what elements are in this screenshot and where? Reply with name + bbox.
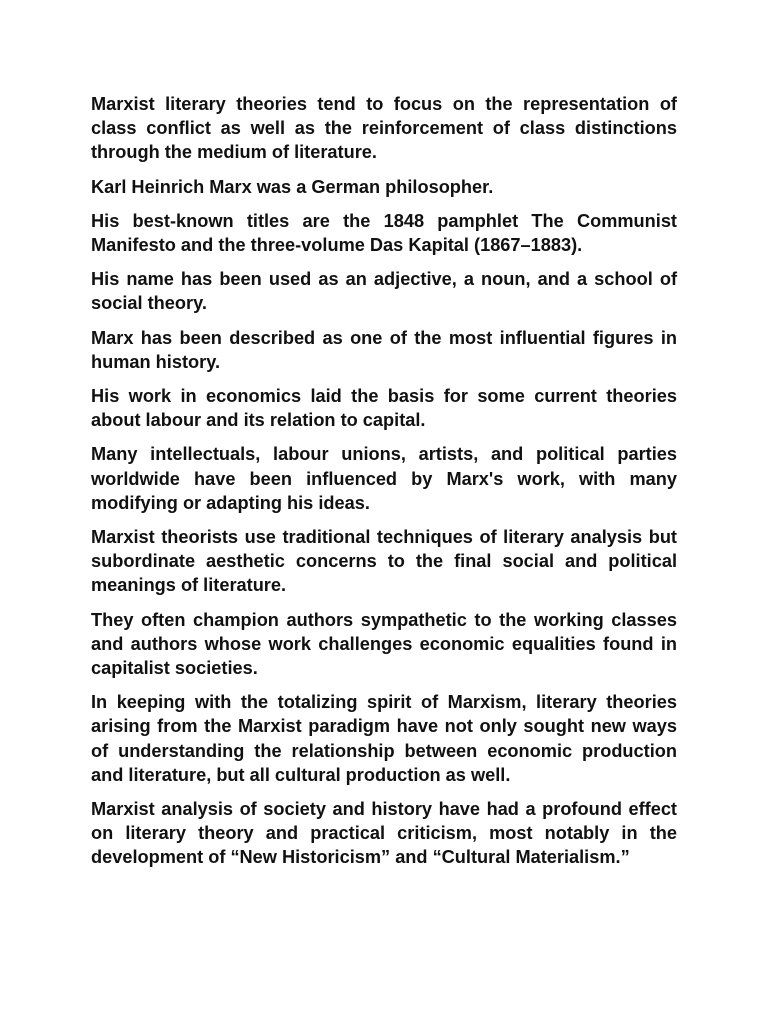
paragraph-new-historicism: Marxist analysis of society and history have had a profound effect on literary theory and practical criticism, most notably in the development of “New Historicism” and “Cultural Materialism.” <box>91 799 677 868</box>
paragraph-class-conflict: Marxist literary theories tend to focus on the representation of class conflict as well as the reinforcement of class distinctions through the medium of literature. <box>91 94 677 163</box>
document-body <box>91 92 677 880</box>
paragraph-champion-authors: They often champion authors sympathetic to the working classes and authors whose work challenges economic equalities found in capitalist societies. <box>91 609 677 679</box>
paragraph-economics-work: His work in economics laid the basis for some current theories about labour and its relation to capital. <box>91 386 677 431</box>
paragraph-name-usage: His name has been used as an adjective, a noun, and a school of social theory. <box>91 269 677 314</box>
paragraph-influential-figure: Marx has been described as one of the most influential figures in human history. <box>91 327 677 372</box>
paragraph-totalizing-spirit: In keeping with the totalizing spirit of Marxism, literary theories arising from the Marxist paradigm have not only sought new ways of understanding the relationship between economic production and literature, but all cultural production as well. <box>91 692 677 785</box>
paragraph-marx-philosopher: Karl Heinrich Marx was a German philosopher. <box>91 176 494 197</box>
paragraph-influence-worldwide: Many intellectuals, labour unions, artists, and political parties worldwide have been influenced by Marx's work, with many modifying or adapting his ideas. <box>91 444 677 513</box>
paragraph-theorists-techniques: Marxist theorists use traditional techniques of literary analysis but subordinate aesthetic concerns to the final social and political meanings of literature. <box>91 527 677 596</box>
paragraph-best-known-titles: His best-known titles are the 1848 pamphlet The Communist Manifesto and the three-volume Das Kapital (1867–1883). <box>91 210 677 256</box>
